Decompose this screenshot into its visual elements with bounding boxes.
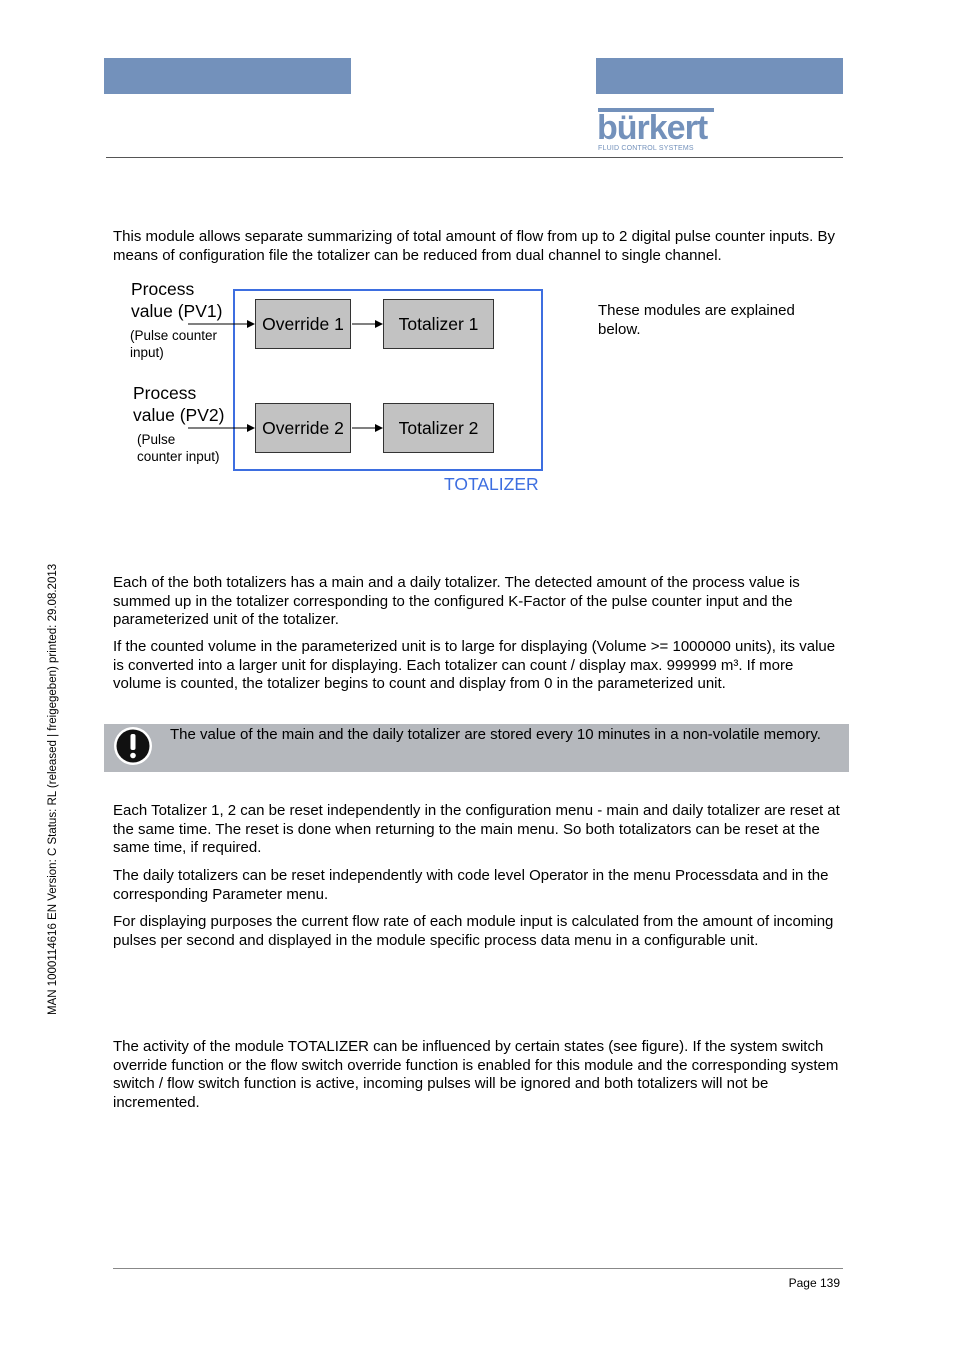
logo-tagline: FLUID CONTROL SYSTEMS [598, 145, 694, 152]
override1-block: Override 1 [255, 299, 351, 349]
override2-block: Override 2 [255, 403, 351, 453]
logo-wordmark: bürkert [597, 109, 708, 147]
note-text: The value of the main and the daily totalizer are stored every 10 minutes in a non-volatile memory. [170, 726, 821, 743]
paragraph-reset: Each Totalizer 1, 2 can be reset independently in the configuration menu - main and daily totalizer are reset at the same time. The reset is done when returning to the main menu. So both totalizators can be reset at the same time, if required. [113, 802, 840, 856]
document-status-vertical: MAN 1000114616 EN Version: C Status: RL (released | freigegeben) printed: 29.08.2013 [47, 563, 59, 1015]
pv1-label-line1: Process [131, 279, 195, 299]
pv2-label-line2: value (PV2) [133, 405, 225, 425]
pv2-label-line1: Process [133, 383, 197, 403]
pv1-sub-line1: (Pulse counter [130, 328, 218, 343]
paragraph-daily-reset: The daily totalizers can be reset independently with code level Operator in the menu Processdata and in the corresponding Parameter menu. [113, 867, 829, 903]
pv2-sub-line2: counter input) [137, 449, 220, 464]
footer-rule [113, 1268, 843, 1269]
intro-paragraph: This module allows separate summarizing of total amount of flow from up to 2 digital pulse counter inputs. By means of configuration file the totalizer can be reduced from dual channel to single channel. [113, 228, 836, 264]
paragraph-unit-conversion: If the counted volume in the parameterized unit is to large for displaying (Volume >= 1000000 units), its value is converted into a larger unit for displaying. Each totalizer can count / display max. 999999 m³. If more volume is counted, the totalizer begins to count and display from 0 in the parameterized unit. [113, 638, 836, 692]
totalizer1-block: Totalizer 1 [383, 299, 494, 349]
pv1-label-line2: value (PV1) [131, 301, 223, 321]
paragraph-totalizer-description: Each of the both totalizers has a main and a daily totalizer. The detected amount of the process value is summed up in the totalizer corresponding to the configured K-Factor of the pulse counter input and the parameterized unit of the totalizer. [113, 574, 800, 628]
paragraph-flow-rate: For displaying purposes the current flow rate of each module input is calculated from the amount of incoming pulses per second and displayed in the module specific process data menu in a configurable unit. [113, 913, 834, 949]
totalizer2-block: Totalizer 2 [383, 403, 494, 453]
module-name: TOTALIZER [444, 474, 539, 494]
paragraph-override: The activity of the module TOTALIZER can be influenced by certain states (see figure). If the system switch override function or the flow switch override function is enabled for this module and the corresponding system switch / flow switch function is active, incoming pulses will be ignored and both totalizers will not be incremented. [113, 1038, 839, 1111]
page-number: Page 139 [788, 1276, 840, 1290]
diagram-side-note: These modules are explained below. [598, 302, 795, 338]
pv2-sub-line1: (Pulse [137, 432, 176, 447]
pv1-sub-line2: input) [130, 345, 164, 360]
exclamation-icon [113, 726, 153, 766]
